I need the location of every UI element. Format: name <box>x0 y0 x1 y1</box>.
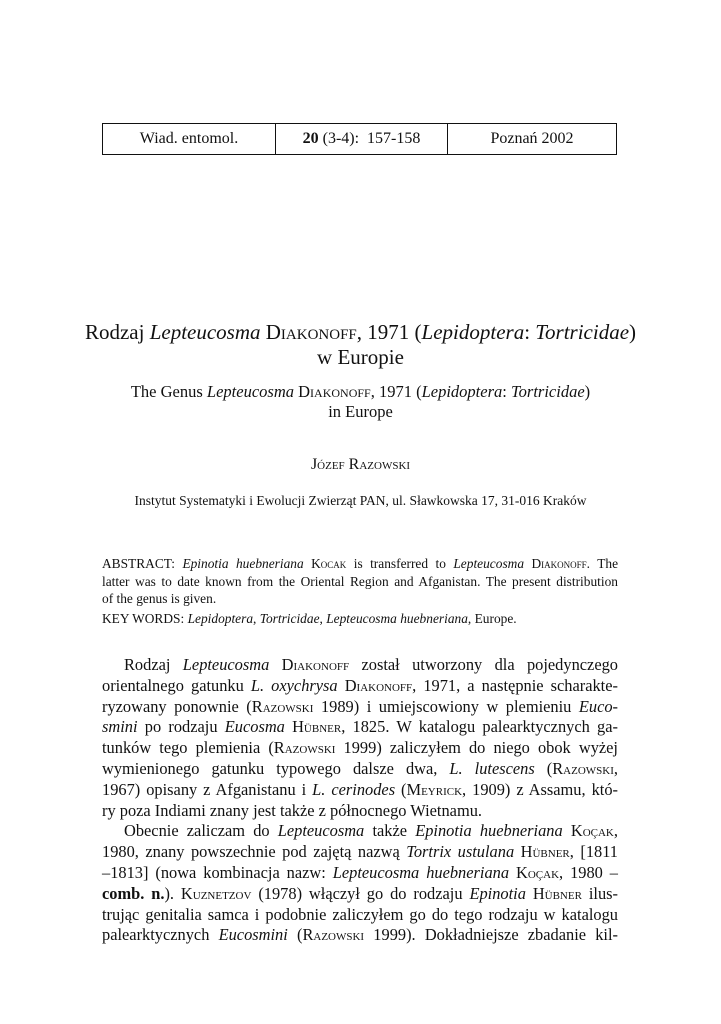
paragraph-1 <box>102 655 618 821</box>
volume-number: 20 <box>302 130 319 147</box>
place-year-text: Poznań 2002 <box>490 130 574 147</box>
key-words: KEY WORDS: Lepidoptera, Tortricidae, Lepteucosma huebneriana, Europe. <box>102 611 517 626</box>
body-line: palearktycznych Eucosmini (Razowski 1999). Dokładniejsze zbadanie kil- <box>102 925 618 945</box>
body-line: Rodzaj Lepteucosma Diakonoff został utworzony dla pojedynczego <box>124 655 618 674</box>
author-name: Józef Razowski <box>310 456 411 473</box>
body-line: orientalnego gatunku L. oxychrysa Diakonoff, 1971, a następnie scharakte- <box>102 675 618 695</box>
journal-name-text: Wiad. entomol. <box>139 130 239 147</box>
body-line: 1967) opisany z Afganistanu i L. cerinodes (Meyrick, 1909) z Assamu, któ- <box>102 779 618 799</box>
title-polish-line1: Rodzaj Lepteucosma Diakonoff, 1971 (Lepidoptera: Tortricidae) <box>84 320 637 344</box>
abstract-line: latter was to date known from the Oriental Region and Afganistan. The present distribution <box>102 573 618 589</box>
place-year <box>447 124 616 154</box>
journal-header-box <box>102 123 617 155</box>
body-text <box>102 655 618 946</box>
abstract-line: ABSTRACT: Epinotia huebneriana Kocak is transferred to Lepteucosma Diakonoff. The <box>102 556 619 571</box>
key-words-label: KEY WORDS: <box>102 611 188 626</box>
body-line: tunków tego plemienia (Razowski 1999) zaliczyłem do niego obok wyżej <box>102 738 618 758</box>
journal-name <box>103 124 275 154</box>
issue-pages: (3-4): 157-158 <box>318 130 421 147</box>
abstract-line: of the genus is given. <box>102 591 217 606</box>
body-line: ryzowany ponownie (Razowski 1989) i umiejscowiony w plemieniu Euco- <box>102 696 618 716</box>
body-line: smini po rodzaju Eucosma Hübner, 1825. W katalogu palearktycznych ga- <box>102 717 618 737</box>
body-line: trując genitalia samca i podobnie zaliczyłem go do tego rodzaju w katalogu <box>102 904 618 924</box>
body-line: wymienionego gatunku typowego dalsze dwa, L. lutescens (Razowski, <box>102 758 618 778</box>
body-line: Obecnie zaliczam do Lepteucosma także Epinotia huebneriana Koçak, <box>124 821 618 841</box>
volume-pages <box>275 124 447 154</box>
title-english-line1: The Genus Lepteucosma Diakonoff, 1971 (Lepidoptera: Tortricidae) <box>130 382 591 401</box>
body-line: ry poza Indiami znany jest także z północnego Wietnamu. <box>102 800 482 820</box>
title-english-line2: in Europe <box>328 402 393 421</box>
body-line: –1813] (nowa kombinacja nazw: Lepteucosma huebneriana Koçak, 1980 – <box>102 862 618 882</box>
abstract <box>102 555 618 608</box>
body-line: 1980, znany powszechnie pod zajętą nazwą Tortrix ustulana Hübner, [1811 <box>102 842 618 862</box>
body-line: comb. n.). Kuznetzov (1978) włączył go do rodzaju Epinotia Hübner ilus- <box>102 883 618 903</box>
title-polish <box>80 320 641 370</box>
paragraph-2 <box>102 821 618 946</box>
author-affiliation: Instytut Systematyki i Ewolucji Zwierząt PAN, ul. Sławkowska 17, 31-016 Kraków <box>134 493 587 508</box>
title-polish-line2: w Europie <box>317 345 404 369</box>
title-english <box>80 382 641 422</box>
